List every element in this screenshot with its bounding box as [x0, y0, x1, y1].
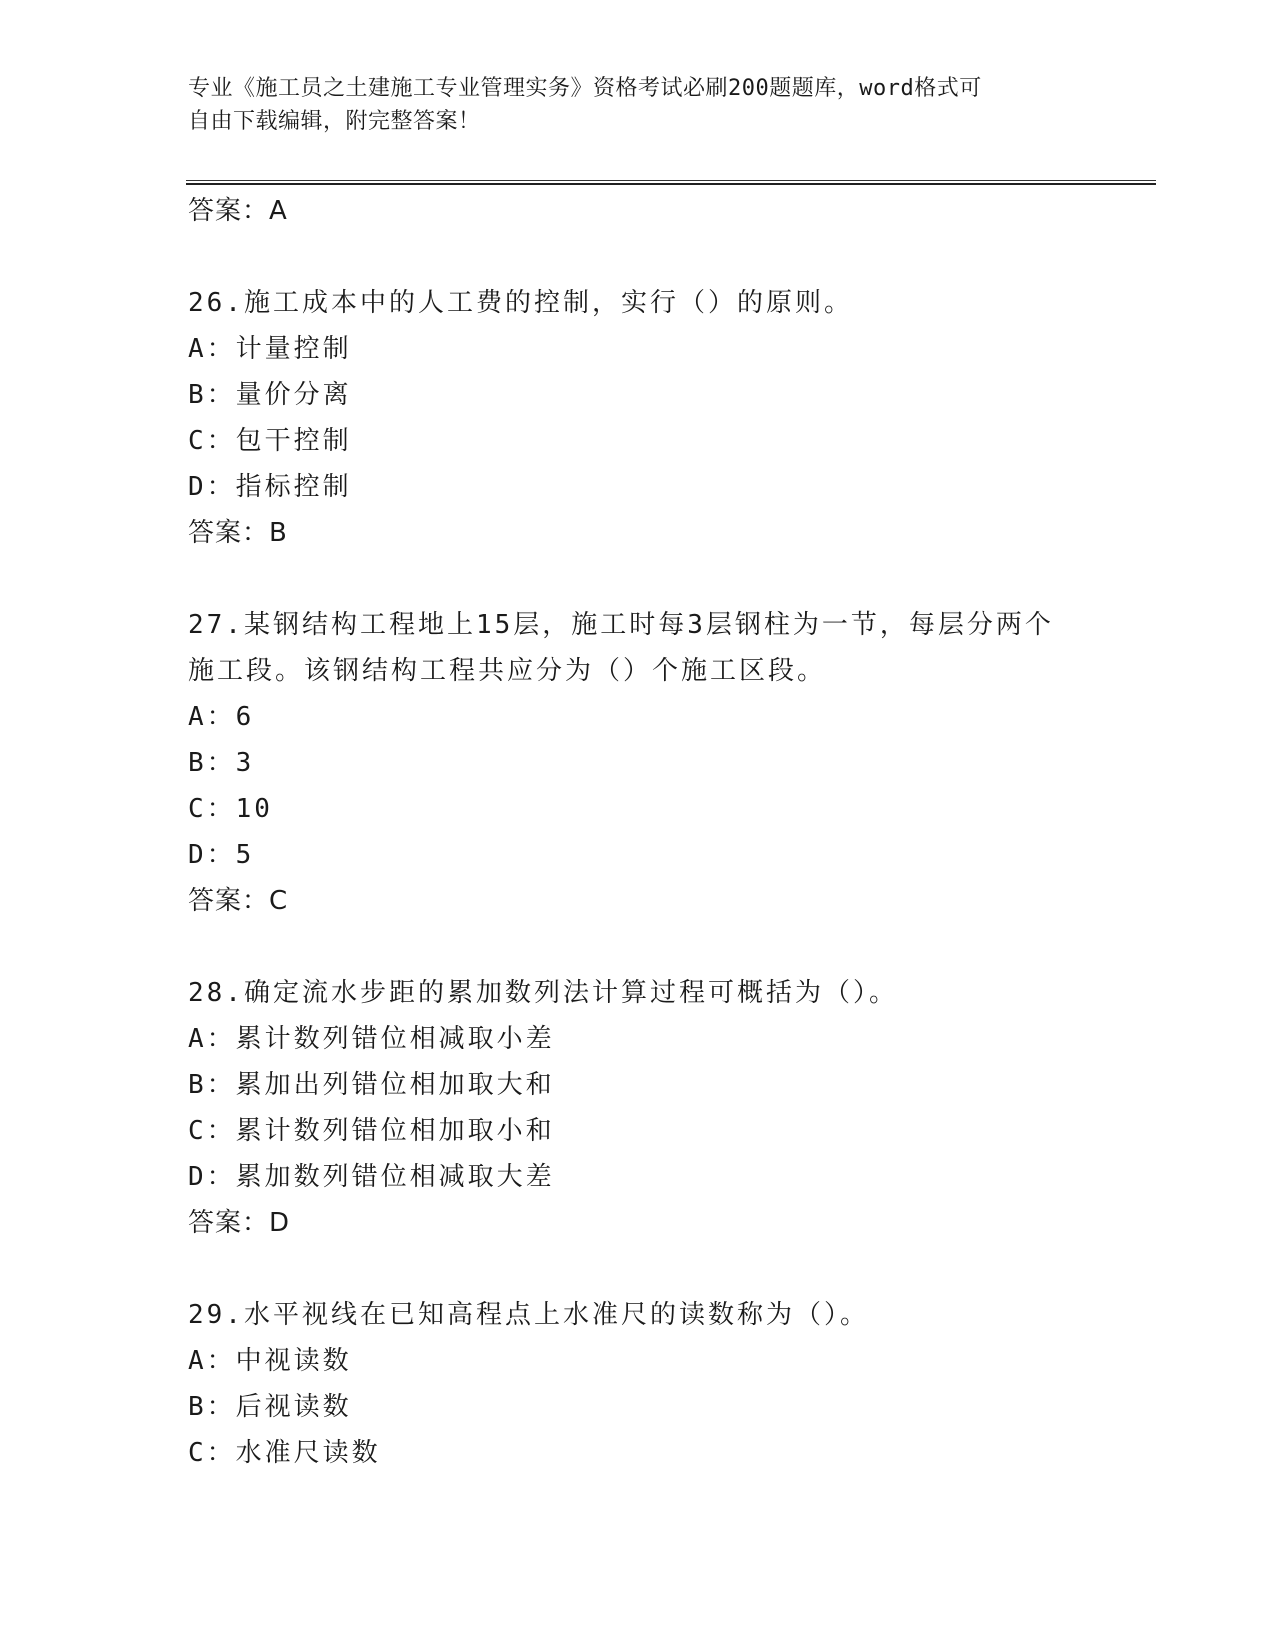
question-stem: 26.施工成本中的人工费的控制，实行（）的原则。 [188, 288, 853, 318]
option-b: B：累加出列错位相加取大和 [188, 1070, 555, 1100]
spacer [188, 556, 1088, 602]
option-a: A：累计数列错位相减取小差 [188, 1024, 555, 1054]
question-answer: 答案：C [188, 886, 289, 916]
question-26 [188, 280, 1088, 556]
option-d: D：累加数列错位相减取大差 [188, 1162, 555, 1192]
header-rule-thick [186, 183, 1156, 185]
question-stem-continued: 施工段。该钢结构工程共应分为（）个施工区段。 [188, 656, 827, 686]
option-c: C：水准尺读数 [188, 1438, 381, 1468]
option-b: B：后视读数 [188, 1392, 352, 1422]
previous-answer: 答案：A [188, 196, 288, 226]
header-line-1: 专业《施工员之土建施工专业管理实务》资格考试必刷200题题库，word格式可 [188, 76, 982, 101]
question-28 [188, 970, 1088, 1246]
header-rule-thin [186, 180, 1156, 181]
spacer [188, 924, 1088, 970]
option-b: B：量价分离 [188, 380, 352, 410]
question-27 [188, 602, 1088, 924]
question-stem: 29.水平视线在已知高程点上水准尺的读数称为（）。 [188, 1300, 869, 1330]
option-c: C：包干控制 [188, 426, 352, 456]
question-answer: 答案：D [188, 1208, 291, 1238]
spacer [188, 1246, 1088, 1292]
option-a: A：计量控制 [188, 334, 352, 364]
question-29 [188, 1292, 1088, 1476]
option-d: D：指标控制 [188, 472, 352, 502]
question-answer: 答案：B [188, 518, 288, 548]
spacer [188, 234, 1088, 280]
document-header [188, 72, 1088, 138]
question-stem: 27.某钢结构工程地上15层，施工时每3层钢柱为一节，每层分两个 [188, 610, 1054, 640]
option-c: C：累计数列错位相加取小和 [188, 1116, 555, 1146]
header-line-2: 自由下载编辑，附完整答案！ [188, 109, 481, 134]
option-a: A：中视读数 [188, 1346, 352, 1376]
question-list [188, 188, 1088, 1476]
option-c: C：10 [188, 794, 273, 824]
question-stem: 28.确定流水步距的累加数列法计算过程可概括为（）。 [188, 978, 898, 1008]
option-d: D：5 [188, 840, 255, 870]
option-b: B：3 [188, 748, 255, 778]
option-a: A：6 [188, 702, 255, 732]
